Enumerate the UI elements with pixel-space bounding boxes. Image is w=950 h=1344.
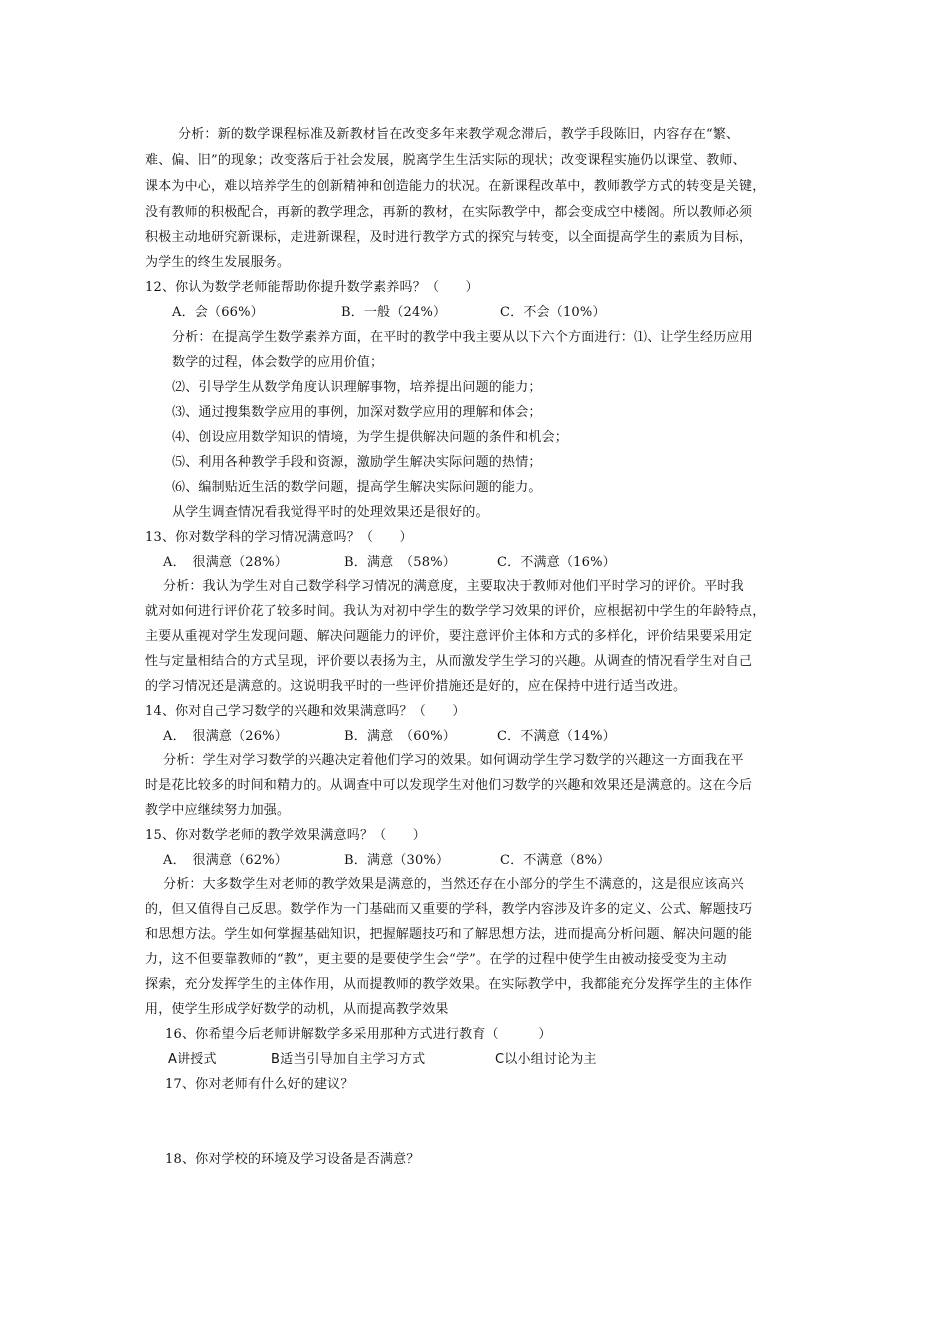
analysis-line: 没有教师的积极配合，再新的教学理念，再新的教材，在实际教学中，都会变成空中楼阁。所以教师必须 [145, 205, 753, 220]
analysis-line: 探索，充分发挥学生的主体作用，从而提教师的教学效果。在实际教学中，我都能充分发挥学生的主体作 [145, 977, 753, 992]
analysis-line: 为学生的终生发展服务。 [145, 255, 291, 270]
analysis-line: 分析：在提高学生数学素养方面，在平时的教学中我主要从以下六个方面进行：⑴、让学生经历应用 [172, 330, 753, 345]
analysis-line: 从学生调查情况看我觉得平时的处理效果还是很好的。 [172, 505, 489, 520]
analysis-line: 的学习情况还是满意的。这说明我平时的一些评价措施还是好的，应在保持中进行适当改进。 [145, 679, 687, 694]
option-a: A．会（66%） [172, 305, 264, 320]
analysis-line: ⑵、引导学生从数学角度认识理解事物，培养提出问题的能力； [172, 380, 542, 395]
analysis-line: 主要从重视对学生发现问题、解决问题能力的评价，要注意评价主体和方式的多样化，评价结果要采用定 [145, 629, 753, 644]
option-c: C．不满意（16%） [497, 555, 616, 570]
analysis-line: 教学中应继续努力加强。 [145, 803, 291, 818]
option-c: C．不满意（14%） [497, 729, 616, 744]
analysis-line: 的，但又值得自己反思。数学作为一门基础而又重要的学科，教学内容涉及许多的定义、公式、解题技巧 [145, 902, 753, 917]
option-b: B．满意 （58%） [344, 555, 456, 570]
option-a: A． 很满意（28%） [163, 555, 288, 570]
option-c: C以小组讨论为主 [495, 1052, 597, 1067]
question-text: 17、你对老师有什么好的建议？ [165, 1077, 354, 1092]
option-c: C．不满意（8%） [500, 853, 611, 868]
analysis-line: 和思想方法。学生如何掌握基础知识，把握解题技巧和了解思想方法，进而提高分析问题、解决问题的能 [145, 927, 753, 942]
analysis-line: ⑸、利用各种教学手段和资源，激励学生解决实际问题的热情； [172, 455, 542, 470]
analysis-line: 课本为中心，难以培养学生的创新精神和创造能力的状况。在新课程改革中，教师教学方式的转变是关键， [145, 179, 766, 194]
analysis-line: 分析：新的数学课程标准及新教材旨在改变多年来教学观念滞后，教学手段陈旧，内容存在“繁、 [178, 127, 740, 142]
question-text: 15、你对数学老师的教学效果满意吗？（ ） [145, 828, 426, 843]
question-text: 14、你对自己学习数学的兴趣和效果满意吗？（ ） [145, 704, 466, 719]
question-text: 16、你希望今后老师讲解数学多采用那种方式进行教育（ ） [165, 1027, 552, 1042]
option-a: A讲授式 [168, 1052, 217, 1067]
analysis-line: 性与定量相结合的方式呈现，评价要以表扬为主，从而激发学生学习的兴趣。从调查的情况看学生对自己 [145, 654, 753, 669]
question-text: 13、你对数学科的学习情况满意吗？（ ） [145, 530, 413, 545]
option-b: B适当引导加自主学习方式 [271, 1052, 426, 1067]
analysis-line: 用，使学生形成学好数学的动机，从而提高教学效果 [145, 1002, 449, 1017]
option-a: A． 很满意（26%） [163, 729, 288, 744]
question-text: 12、你认为数学老师能帮助你提升数学素养吗？（ ） [145, 280, 479, 295]
analysis-line: 就对如何进行评价花了较多时间。我认为对初中学生的数学学习效果的评价，应根据初中学生的年龄特点， [145, 604, 766, 619]
analysis-line: 力，这不但要靠教师的“教”，更主要的是要使学生会“学”。在学的过程中使学生由被动接受变为主动 [145, 952, 727, 967]
analysis-line: 分析：大多数学生对老师的教学效果是满意的，当然还存在小部分的学生不满意的，这是很应该高兴 [163, 877, 744, 892]
analysis-line: 数学的过程，体会数学的应用价值； [172, 355, 384, 370]
analysis-line: ⑶、通过搜集数学应用的事例，加深对数学应用的理解和体会； [172, 405, 542, 420]
option-a: A． 很满意（62%） [163, 853, 288, 868]
analysis-line: 时是花比较多的时间和精力的。从调查中可以发现学生对他们习数学的兴趣和效果还是满意的。这在今后 [145, 778, 753, 793]
analysis-line: 分析：我认为学生对自己数学科学习情况的满意度，主要取决于教师对他们平时学习的评价。平时我 [163, 579, 744, 594]
analysis-line: 难、偏、旧”的现象；改变落后于社会发展，脱离学生生活实际的现状；改变课程实施仍以课堂、教师、 [145, 153, 746, 168]
analysis-line: ⑹、编制贴近生活的数学问题，提高学生解决实际问题的能力。 [172, 480, 542, 495]
analysis-line: 分析：学生对学习数学的兴趣决定着他们学习的效果。如何调动学生学习数学的兴趣这一方面我在平 [163, 753, 744, 768]
analysis-line: 积极主动地研究新课标，走进新课程，及时进行教学方式的探究与转变，以全面提高学生的素质为目标， [145, 230, 753, 245]
option-c: C．不会（10%） [500, 305, 606, 320]
question-text: 18、你对学校的环境及学习设备是否满意？ [165, 1152, 420, 1167]
option-b: B．满意 （60%） [344, 729, 456, 744]
option-b: B．满意（30%） [344, 853, 450, 868]
option-b: B．一般（24%） [341, 305, 447, 320]
analysis-line: ⑷、创设应用数学知识的情境，为学生提供解决问题的条件和机会； [172, 430, 569, 445]
